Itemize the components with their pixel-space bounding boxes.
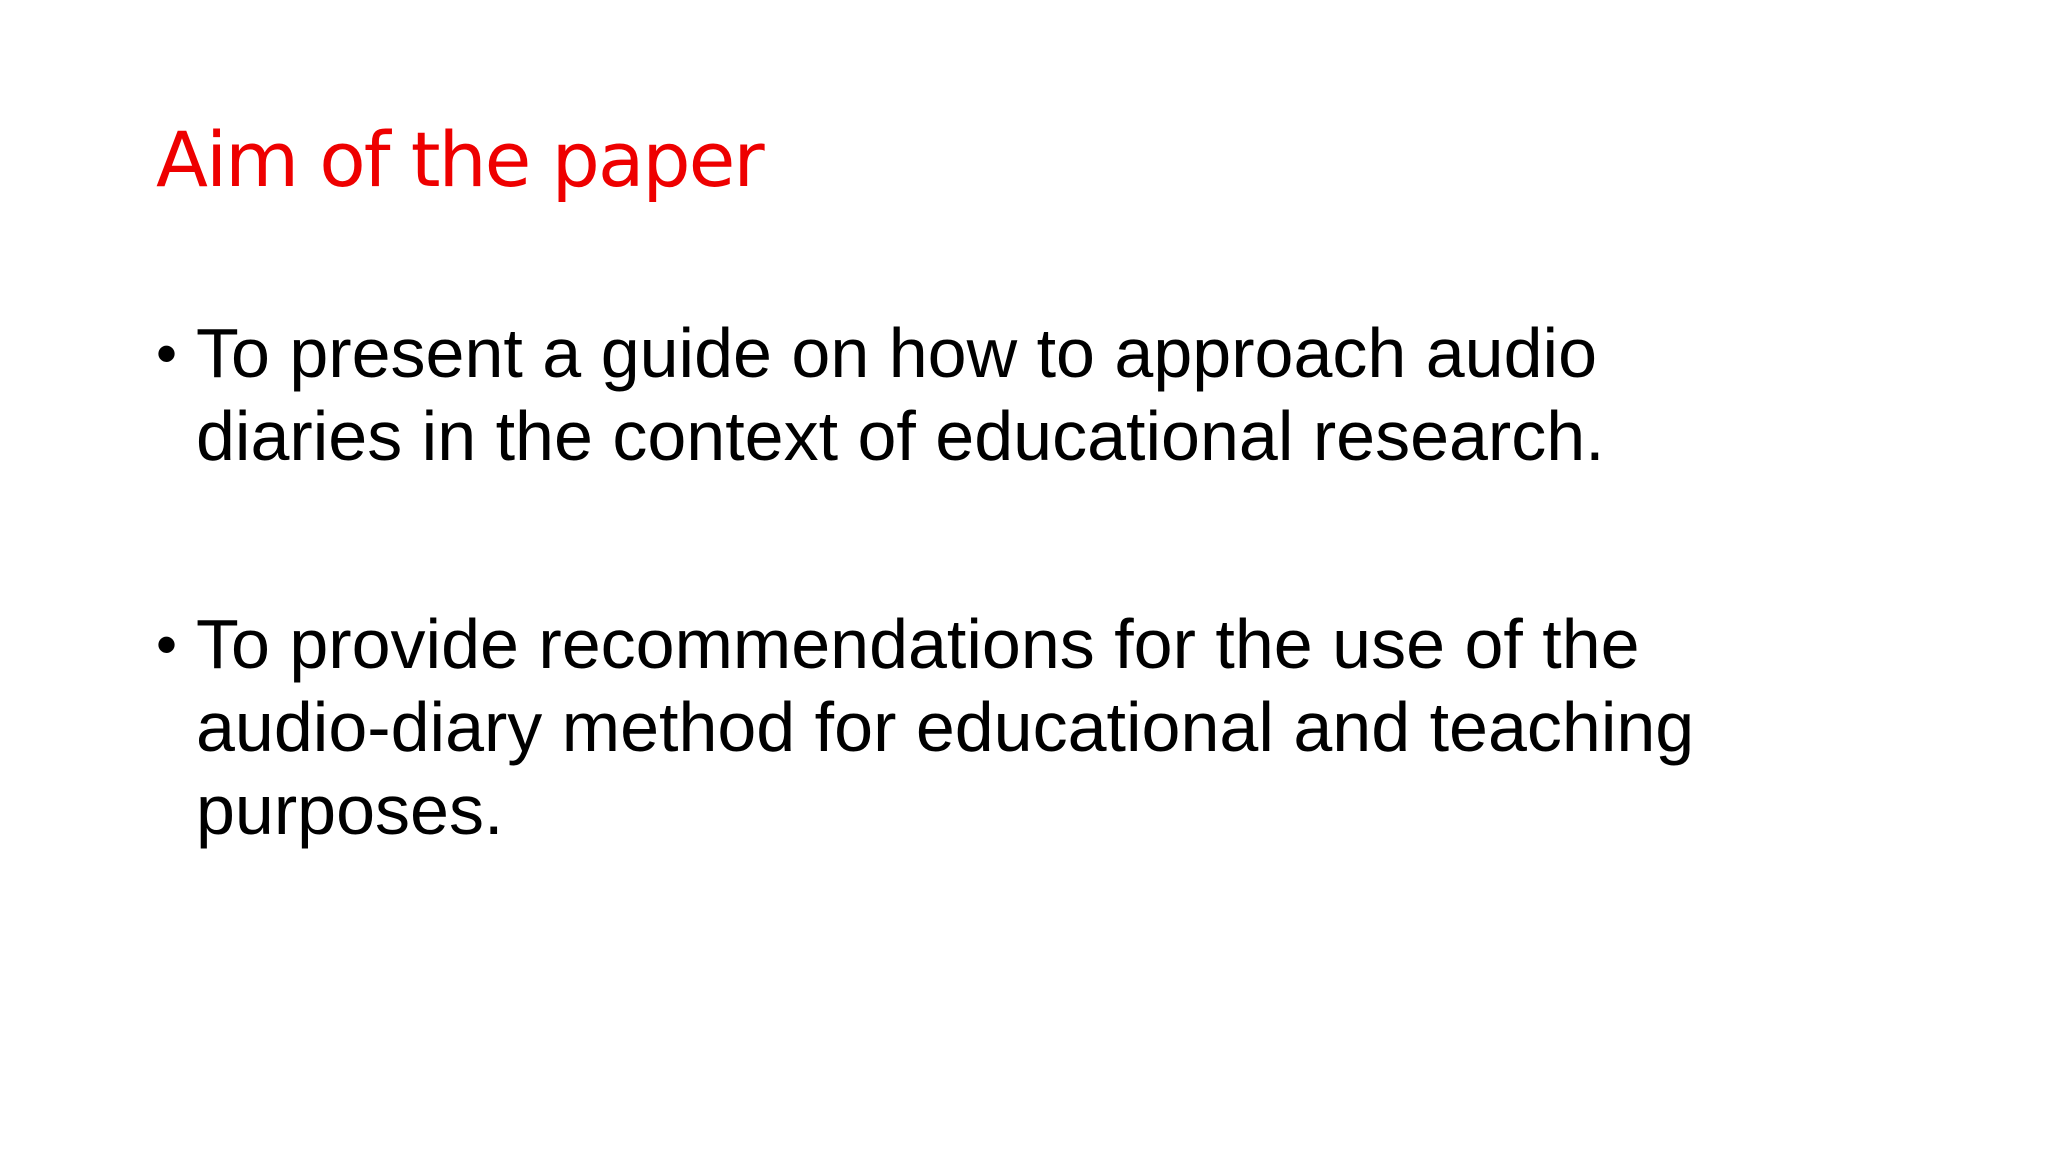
bullet-1-line-2: diaries in the context of educational research.: [196, 397, 1605, 475]
bullet-dot-icon: •: [156, 320, 178, 387]
bullet-2-line-1: To provide recommendations for the use of the: [196, 605, 1640, 683]
bullet-2-line-2: audio-diary method for educational and teaching: [196, 688, 1695, 766]
bullet-list: [156, 312, 1956, 852]
bullet-2-line-3: purposes.: [196, 771, 504, 849]
bullet-dot-icon: •: [156, 611, 178, 678]
bullet-1-line-1: To present a guide on how to approach audio: [196, 314, 1598, 392]
bullet-item-2: [156, 603, 1956, 852]
slide-title: Aim of the paper: [156, 115, 763, 204]
bullet-item-1: [156, 312, 1956, 478]
